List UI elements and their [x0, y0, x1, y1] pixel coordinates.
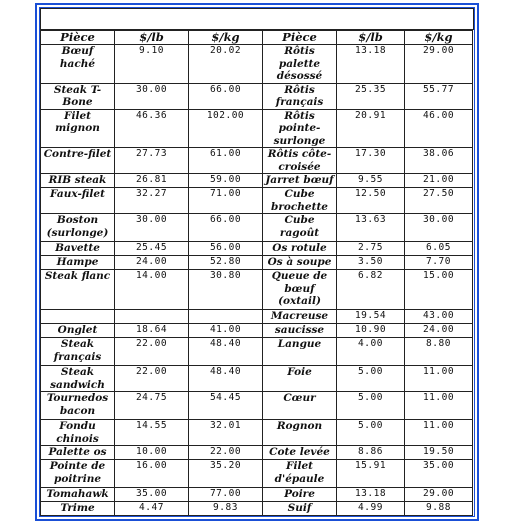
table-row: [41, 45, 473, 84]
price-kg-right-cell: 15.00: [405, 270, 473, 310]
piece-right-cell: Cube brochette: [263, 188, 337, 214]
price-kg-right-cell: 9.88: [405, 502, 473, 516]
piece-left-cell: RIB steak: [41, 174, 115, 188]
table-row: [41, 256, 473, 270]
price-lb-right-cell: 12.50: [337, 188, 405, 214]
table-row: [41, 270, 473, 310]
piece-left-cell: [41, 310, 115, 324]
price-lb-left-cell: 14.00: [115, 270, 189, 310]
piece-left-cell: Palette os: [41, 446, 115, 460]
piece-right-cell: Langue: [263, 338, 337, 366]
table-row: [41, 324, 473, 338]
price-kg-right-cell: 27.50: [405, 188, 473, 214]
price-kg-right-cell: 55.77: [405, 83, 473, 109]
piece-left-cell: Filet mignon: [41, 109, 115, 148]
price-lb-left-cell: 18.64: [115, 324, 189, 338]
piece-left-cell: Hampe: [41, 256, 115, 270]
piece-right-cell: Rôtis pointe-surlonge: [263, 109, 337, 148]
price-lb-right-cell: 19.54: [337, 310, 405, 324]
table-row: [41, 420, 473, 446]
price-lb-left-cell: 25.45: [115, 242, 189, 256]
table-row: [41, 338, 473, 366]
price-kg-right-cell: 6.05: [405, 242, 473, 256]
piece-left-cell: Steak sandwich: [41, 366, 115, 392]
price-lb-right-cell: 4.99: [337, 502, 405, 516]
price-kg-right-cell: 24.00: [405, 324, 473, 338]
price-kg-right-cell: 43.00: [405, 310, 473, 324]
piece-right-cell: Cube ragoût: [263, 214, 337, 242]
price-kg-right-cell: 11.00: [405, 392, 473, 420]
price-lb-right-cell: 9.55: [337, 174, 405, 188]
price-kg-right-cell: 46.00: [405, 109, 473, 148]
piece-right-cell: Jarret bœuf: [263, 174, 337, 188]
price-lb-right-cell: 5.00: [337, 392, 405, 420]
price-kg-left-cell: 30.80: [189, 270, 263, 310]
price-lb-right-cell: 5.00: [337, 420, 405, 446]
piece-right-cell: Filet d'épaule: [263, 460, 337, 488]
piece-left-cell: Contre-filet: [41, 148, 115, 174]
price-kg-right-cell: 8.80: [405, 338, 473, 366]
price-lb-left-cell: 22.00: [115, 338, 189, 366]
header-price-kg-left: $/kg: [189, 31, 263, 45]
table-row: [41, 310, 473, 324]
table-row: [41, 392, 473, 420]
price-kg-left-cell: 66.00: [189, 83, 263, 109]
piece-left-cell: Boston (surlonge): [41, 214, 115, 242]
header-row: [41, 31, 473, 45]
price-kg-right-cell: 19.50: [405, 446, 473, 460]
piece-right-cell: Rôtis côte-croisée: [263, 148, 337, 174]
table-row: [41, 109, 473, 148]
price-kg-right-cell: 29.00: [405, 45, 473, 84]
piece-left-cell: Fondu chinois: [41, 420, 115, 446]
price-lb-right-cell: 5.00: [337, 366, 405, 392]
piece-right-cell: Os à soupe: [263, 256, 337, 270]
price-lb-right-cell: 15.91: [337, 460, 405, 488]
price-lb-left-cell: 46.36: [115, 109, 189, 148]
piece-right-cell: Rôtis palette désossé: [263, 45, 337, 84]
price-kg-right-cell: 7.70: [405, 256, 473, 270]
piece-left-cell: Onglet: [41, 324, 115, 338]
table-row: [41, 148, 473, 174]
price-kg-right-cell: 30.00: [405, 214, 473, 242]
price-kg-left-cell: 22.00: [189, 446, 263, 460]
piece-right-cell: Foie: [263, 366, 337, 392]
price-lb-left-cell: 27.73: [115, 148, 189, 174]
header-price-kg-right: $/kg: [405, 31, 473, 45]
header-price-lb-left: $/lb: [115, 31, 189, 45]
piece-left-cell: Faux-filet: [41, 188, 115, 214]
piece-right-cell: Cœur: [263, 392, 337, 420]
piece-right-cell: Suif: [263, 502, 337, 516]
header-piece-right: Pièce: [263, 31, 337, 45]
price-kg-right-cell: 11.00: [405, 420, 473, 446]
piece-left-cell: Tournedos bacon: [41, 392, 115, 420]
table-row: [41, 446, 473, 460]
table-row: [41, 460, 473, 488]
price-lb-left-cell: 35.00: [115, 488, 189, 502]
price-lb-right-cell: 17.30: [337, 148, 405, 174]
header-piece-left: Pièce: [41, 31, 115, 45]
price-kg-left-cell: 54.45: [189, 392, 263, 420]
table-row: [41, 214, 473, 242]
price-kg-left-cell: 66.00: [189, 214, 263, 242]
price-lb-right-cell: 3.50: [337, 256, 405, 270]
price-kg-left-cell: 52.80: [189, 256, 263, 270]
price-lb-right-cell: 13.18: [337, 45, 405, 84]
price-lb-left-cell: 26.81: [115, 174, 189, 188]
table-row: [41, 83, 473, 109]
price-kg-left-cell: [189, 310, 263, 324]
piece-right-cell: Poire: [263, 488, 337, 502]
price-kg-left-cell: 48.40: [189, 338, 263, 366]
price-lb-right-cell: 20.91: [337, 109, 405, 148]
price-kg-left-cell: 20.02: [189, 45, 263, 84]
price-kg-left-cell: 59.00: [189, 174, 263, 188]
piece-left-cell: Trime: [41, 502, 115, 516]
price-lb-left-cell: 24.00: [115, 256, 189, 270]
price-lb-right-cell: 10.90: [337, 324, 405, 338]
price-lb-right-cell: 4.00: [337, 338, 405, 366]
price-lb-left-cell: 16.00: [115, 460, 189, 488]
table-row: [41, 174, 473, 188]
price-lb-right-cell: 13.18: [337, 488, 405, 502]
table-row: [41, 188, 473, 214]
piece-right-cell: Rognon: [263, 420, 337, 446]
piece-left-cell: Bœuf haché: [41, 45, 115, 84]
piece-left-cell: Tomahawk: [41, 488, 115, 502]
piece-left-cell: Steak flanc: [41, 270, 115, 310]
piece-right-cell: Macreuse: [263, 310, 337, 324]
price-lb-left-cell: 30.00: [115, 83, 189, 109]
price-kg-left-cell: 32.01: [189, 420, 263, 446]
price-lb-left-cell: 22.00: [115, 366, 189, 392]
table-row: [41, 502, 473, 516]
header-price-lb-right: $/lb: [337, 31, 405, 45]
price-lb-left-cell: 10.00: [115, 446, 189, 460]
price-kg-right-cell: 35.00: [405, 460, 473, 488]
piece-left-cell: Steak T-Bone: [41, 83, 115, 109]
piece-left-cell: Bavette: [41, 242, 115, 256]
price-kg-right-cell: 21.00: [405, 174, 473, 188]
piece-right-cell: Rôtis français: [263, 83, 337, 109]
price-lb-left-cell: 24.75: [115, 392, 189, 420]
price-kg-left-cell: 77.00: [189, 488, 263, 502]
table-row: [41, 366, 473, 392]
price-kg-left-cell: 9.83: [189, 502, 263, 516]
piece-left-cell: Pointe de poitrine: [41, 460, 115, 488]
price-kg-left-cell: 35.20: [189, 460, 263, 488]
price-kg-right-cell: 11.00: [405, 366, 473, 392]
price-kg-left-cell: 61.00: [189, 148, 263, 174]
piece-right-cell: Os rotule: [263, 242, 337, 256]
price-lb-left-cell: 30.00: [115, 214, 189, 242]
price-lb-right-cell: 13.63: [337, 214, 405, 242]
table-row: [41, 488, 473, 502]
piece-right-cell: Queue de bœuf (oxtail): [263, 270, 337, 310]
price-kg-right-cell: 38.06: [405, 148, 473, 174]
piece-right-cell: saucisse: [263, 324, 337, 338]
price-kg-left-cell: 71.00: [189, 188, 263, 214]
price-kg-left-cell: 102.00: [189, 109, 263, 148]
price-lb-left-cell: 14.55: [115, 420, 189, 446]
price-lb-right-cell: 6.82: [337, 270, 405, 310]
piece-left-cell: Steak français: [41, 338, 115, 366]
table-row: [41, 242, 473, 256]
price-lb-left-cell: 4.47: [115, 502, 189, 516]
price-lb-left-cell: 32.27: [115, 188, 189, 214]
price-lb-left-cell: [115, 310, 189, 324]
price-table: [40, 30, 473, 516]
price-kg-right-cell: 29.00: [405, 488, 473, 502]
price-kg-left-cell: 56.00: [189, 242, 263, 256]
price-lb-right-cell: 2.75: [337, 242, 405, 256]
title-bar: [40, 8, 474, 30]
piece-right-cell: Cote levée: [263, 446, 337, 460]
price-lb-right-cell: 25.35: [337, 83, 405, 109]
price-kg-left-cell: 41.00: [189, 324, 263, 338]
price-kg-left-cell: 48.40: [189, 366, 263, 392]
price-lb-right-cell: 8.86: [337, 446, 405, 460]
price-lb-left-cell: 9.10: [115, 45, 189, 84]
